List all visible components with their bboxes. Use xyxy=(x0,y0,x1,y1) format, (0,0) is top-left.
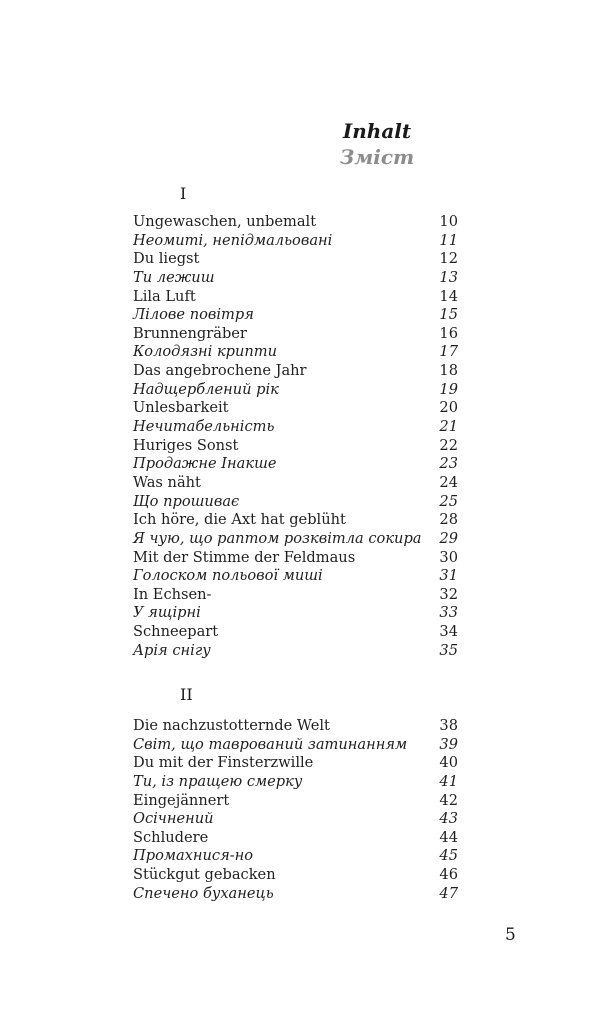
toc-entry-page: 15 xyxy=(439,306,458,324)
toc-entry-page: 11 xyxy=(439,231,458,249)
toc-entry xyxy=(133,829,458,848)
toc-entry-title: Du mit der Finsterzwille xyxy=(133,754,314,772)
toc-entry xyxy=(133,511,458,530)
toc-entry xyxy=(133,604,458,623)
toc-entry-title: Лілове повітря xyxy=(133,306,254,324)
toc-entry-title: Я чую, що раптом розквітла сокира xyxy=(133,529,422,547)
toc-entry-title: Eingejännert xyxy=(133,791,230,809)
toc-entry-title: Спечено буханець xyxy=(133,884,274,902)
toc-entry xyxy=(133,232,458,251)
toc-entry-page: 38 xyxy=(439,717,458,734)
toc-entry-title: Die nachzustotternde Welt xyxy=(133,717,330,734)
toc-entry xyxy=(133,437,458,456)
section-label: I xyxy=(180,184,187,203)
toc-entry-title: Надщерблений рік xyxy=(133,380,279,398)
toc-section-1 xyxy=(133,213,458,660)
toc-entry-page: 20 xyxy=(439,399,458,417)
toc-section-2 xyxy=(133,717,458,903)
toc-entry-page: 13 xyxy=(439,268,458,286)
toc-entry-page: 30 xyxy=(439,548,458,566)
toc-entry xyxy=(133,474,458,493)
toc-entry xyxy=(133,792,458,811)
toc-entry-page: 32 xyxy=(439,585,458,603)
page-number: 5 xyxy=(505,925,516,945)
toc-entry xyxy=(133,847,458,866)
section-label: II xyxy=(180,685,193,704)
toc-entry-page: 17 xyxy=(439,343,458,361)
toc-entry-title: Продажне Інакше xyxy=(133,455,277,473)
toc-entry-page: 46 xyxy=(439,866,458,884)
toc-entry xyxy=(133,418,458,437)
toc-entry-page: 33 xyxy=(439,604,458,622)
toc-entry-title: Неомиті, непідмальовані xyxy=(133,231,333,249)
page-title-de: Inhalt xyxy=(342,119,412,143)
toc-entry xyxy=(133,754,458,773)
toc-entry xyxy=(133,866,458,885)
toc-entry-page: 24 xyxy=(439,473,458,491)
toc-entry-title: Unlesbarkeit xyxy=(133,399,229,417)
page-title-uk: Зміст xyxy=(339,145,415,169)
toc-entry xyxy=(133,530,458,549)
toc-entry xyxy=(133,269,458,288)
toc-entry xyxy=(133,250,458,269)
toc-entry-title: Was näht xyxy=(133,473,201,491)
toc-entry xyxy=(133,343,458,362)
toc-entry xyxy=(133,567,458,586)
toc-entry-page: 47 xyxy=(439,884,458,902)
toc-entry-page: 40 xyxy=(439,754,458,772)
toc-entry-page: 22 xyxy=(439,436,458,454)
toc-entry-page: 34 xyxy=(439,623,458,641)
toc-entry xyxy=(133,399,458,418)
toc-entry-title: Промахнися-но xyxy=(133,847,254,865)
toc-entry-title: Stückgut gebacken xyxy=(133,866,276,884)
toc-entry xyxy=(133,885,458,904)
toc-entry-page: 31 xyxy=(439,567,458,585)
toc-entry-title: Mit der Stimme der Feldmaus xyxy=(133,548,356,566)
toc-entry-page: 14 xyxy=(439,287,458,305)
toc-entry-page: 28 xyxy=(439,511,458,529)
toc-entry-page: 39 xyxy=(439,735,458,753)
toc-entry-page: 42 xyxy=(439,791,458,809)
toc-entry xyxy=(133,549,458,568)
toc-entry-title: Ich höre, die Axt hat geblüht xyxy=(133,511,346,529)
toc-entry-title: У ящірні xyxy=(133,604,201,622)
toc-entry xyxy=(133,773,458,792)
toc-entry-title: Ти, із пращею смерку xyxy=(133,772,303,790)
toc-entry-title: Колодязні крипти xyxy=(133,343,278,361)
toc-entry-page: 23 xyxy=(439,455,458,473)
toc-entry-page: 19 xyxy=(439,380,458,398)
toc-entry-title: Huriges Sonst xyxy=(133,436,239,454)
toc-entry xyxy=(133,362,458,381)
toc-entry-page: 21 xyxy=(439,418,458,436)
toc-entry xyxy=(133,736,458,755)
toc-entry xyxy=(133,586,458,605)
toc-entry xyxy=(133,306,458,325)
toc-entry-title: Ти лежиш xyxy=(133,268,215,286)
toc-entry-page: 35 xyxy=(439,641,458,659)
toc-entry-page: 25 xyxy=(439,492,458,510)
toc-entry-page: 29 xyxy=(439,529,458,547)
toc-entry-title: Lila Luft xyxy=(133,287,196,305)
toc-entry-title: Осічнений xyxy=(133,810,214,828)
toc-entry-title: Арія снігу xyxy=(133,641,211,659)
toc-entry-title: Що прошиває xyxy=(133,492,240,510)
toc-entry-title: Du liegst xyxy=(133,250,200,268)
toc-entry-title: Нечитабельність xyxy=(133,418,275,436)
toc-entry-page: 16 xyxy=(439,324,458,342)
toc-entry xyxy=(133,213,458,232)
toc-entry xyxy=(133,381,458,400)
toc-entry-page: 45 xyxy=(439,847,458,865)
toc-entry-title: Голоском польової миші xyxy=(133,567,323,585)
toc-entry xyxy=(133,493,458,512)
toc-entry-title: Schneepart xyxy=(133,623,219,641)
toc-entry-page: 41 xyxy=(439,772,458,790)
toc-entry-title: Світ, що таврований затинанням xyxy=(133,735,408,753)
toc-entry-title: Schludere xyxy=(133,828,209,846)
toc-entry-page: 12 xyxy=(439,250,458,268)
toc-entry xyxy=(133,642,458,661)
toc-entry-title: In Echsen- xyxy=(133,585,212,603)
toc-entry-page: 18 xyxy=(439,362,458,380)
toc-entry-page: 10 xyxy=(439,213,458,230)
toc-entry-page: 43 xyxy=(439,810,458,828)
toc-entry-page: 44 xyxy=(439,828,458,846)
toc-entry-title: Das angebrochene Jahr xyxy=(133,362,307,380)
toc-entry-title: Brunnengräber xyxy=(133,324,247,342)
toc-entry xyxy=(133,455,458,474)
toc-entry xyxy=(133,325,458,344)
toc-entry-title: Ungewaschen, unbemalt xyxy=(133,213,317,230)
toc-entry xyxy=(133,810,458,829)
toc-entry xyxy=(133,717,458,736)
toc-entry xyxy=(133,288,458,307)
toc-entry xyxy=(133,623,458,642)
